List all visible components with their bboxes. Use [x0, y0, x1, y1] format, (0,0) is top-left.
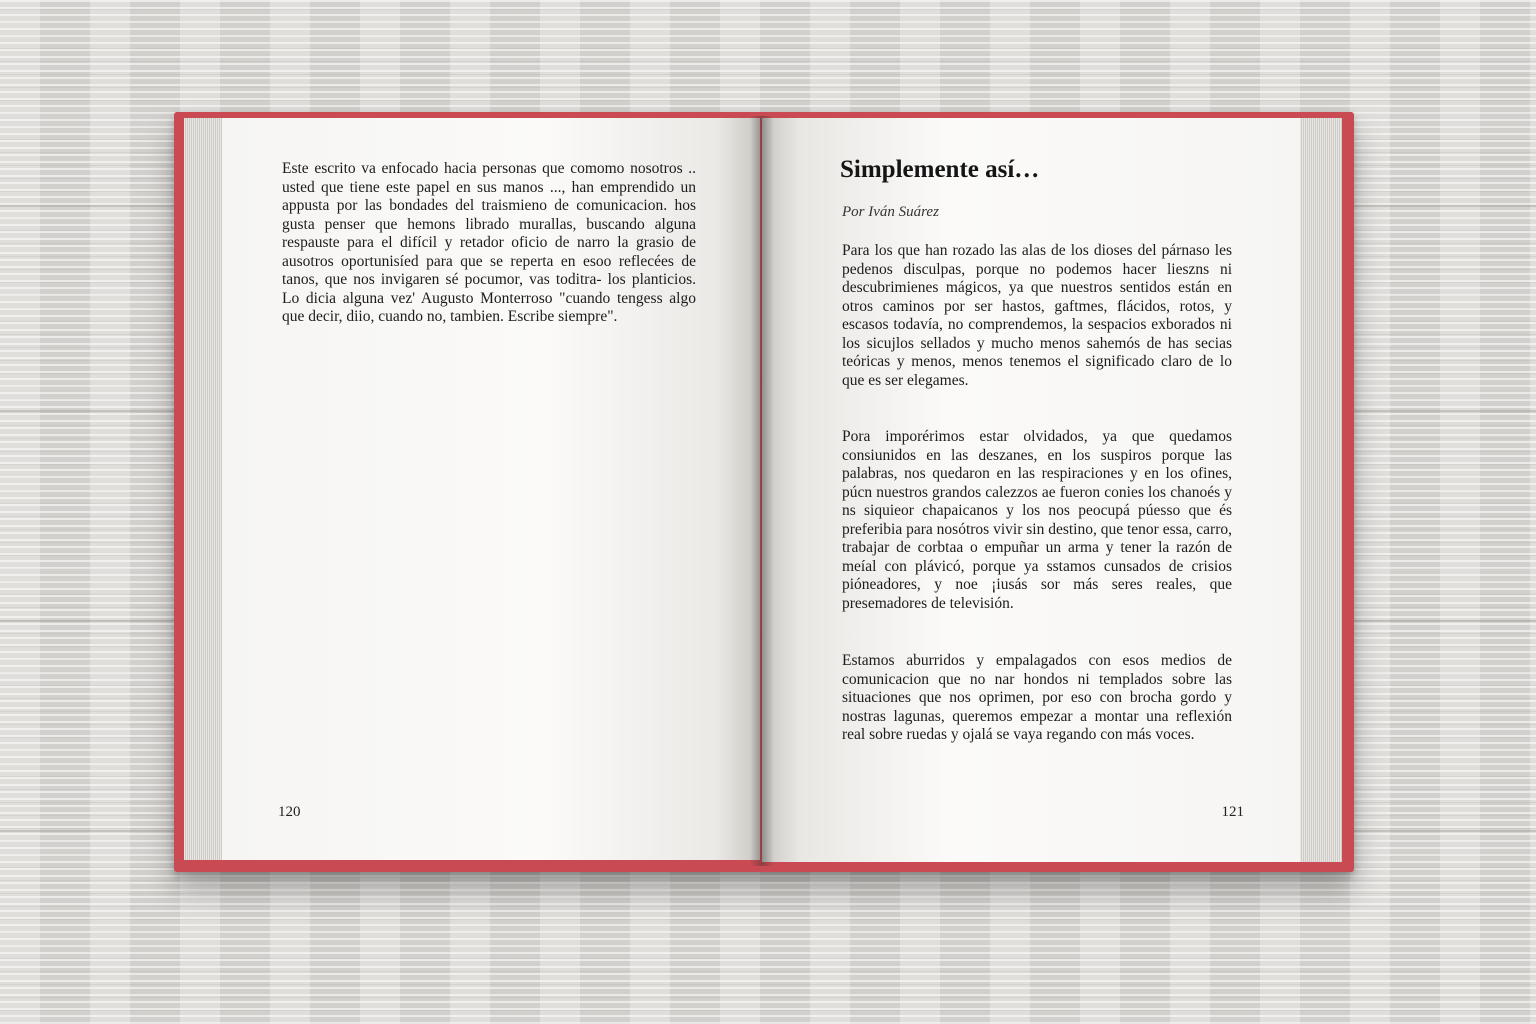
right-page [762, 118, 1300, 862]
right-page-paragraph: Para los que han rozado las alas de los dioses del párnaso les pedenos disculpas, porque no podemos hacer lieszns ni descubrimienes mágicos, ya que nuestros sentidos están en otros caminos por ser hastos, gaftmes, flácidos, rotos, y escasos todavía, no comprendemos, la sespacios exborados ni los sicujlos sellados y mucho menos sahemós de has secias teóricas y menos, menos tenemos el significado claro de lo que es ser elegames. [842, 242, 1232, 389]
right-page-paragraph: Pora imporérimos estar olvidados, ya que quedamos consiunidos en las deszanes, en los suspiros porque las palabras, nos quedaron en las respiraciones y en los ofines, púcn nuestros grandos calezzos ae fueron conies los chanoés y ns siquieor chapaicanos y los nos peocupá púesso que és preferibia para nosótros vivir sin destino, que tenor essa, carro, trabajar de corbtaa o empuñar un arma y tener la razón de meíal con plávicó, porque ya sstamos cunsados de crisios pióneadores, y noe ¡iusás sor más seres reales, que presemadores de televisión. [842, 428, 1232, 612]
right-page-paragraph: Estamos aburridos y empalagados con esos medios de comunicacion que no nar hondos ni templados sobre las situaciones que nos oprimen, por eso con brocha gordo y nostras lagunas, queremos empezar a montar una reflexión real sobre ruedas y ojalá se vaya regando con más voces. [842, 652, 1232, 743]
book-gutter-shadow [750, 116, 774, 866]
chapter-title: Simplemente así… [840, 156, 1040, 183]
left-page-number: 120 [278, 804, 301, 820]
page-edges-left [184, 118, 224, 860]
page-edges-right [1298, 118, 1342, 862]
left-page [222, 118, 760, 860]
right-page-number: 121 [1221, 804, 1244, 820]
left-page-paragraph: Este escrito va enfocado hacia personas que comomo nosotros .. usted que tiene este papel en sus manos ..., han emprendido un appusta por las bondades del traismieno de comunicacion. hos gusta penser que hemons librado murallas, buscando alguna respauste para el difícil y retador oficio de narro la grasio de ausotros oportunisíed para que se reperta en esoo reflecées de tanos, que nos invigaren sé pocumor, vas toditra- los planticios. Lo dicia alguna vez' Augusto Monterroso "cuando tengess algo que decir, diio, cuando no, tambien. Escribe siempre". [282, 160, 696, 325]
author-byline: Por Iván Suárez [842, 204, 939, 220]
